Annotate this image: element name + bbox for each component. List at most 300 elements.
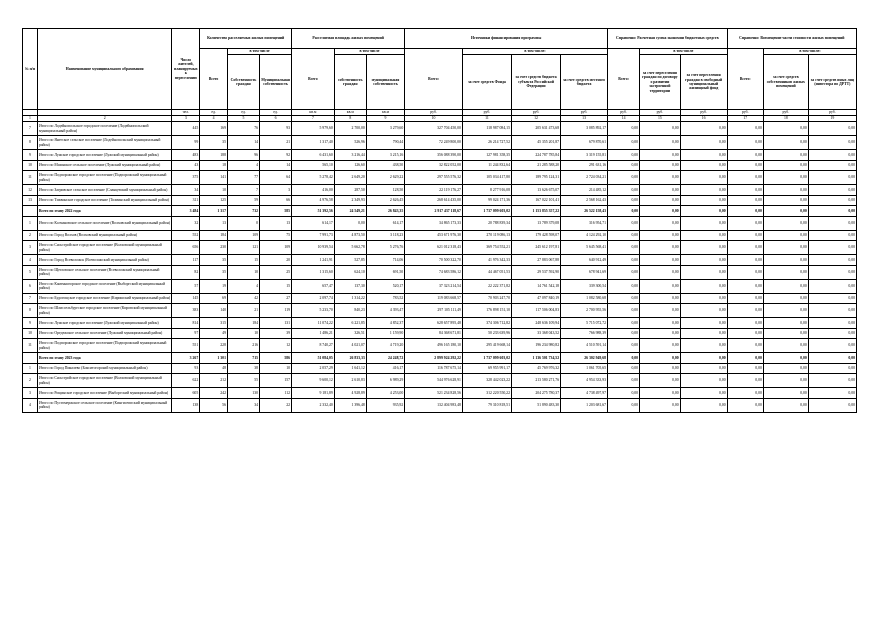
value-cell: 1 136 501 734,52: [511, 353, 560, 364]
row-number: 1: [23, 216, 38, 230]
value-cell: 605: [172, 388, 200, 399]
value-cell: 0,00: [608, 363, 640, 374]
value-cell: 656: [172, 241, 200, 255]
table-row: [23, 230, 857, 241]
table-row: [23, 185, 857, 196]
row-number: 8: [23, 136, 38, 150]
value-cell: 32: [172, 216, 200, 230]
value-cell: 12: [260, 339, 292, 353]
col-name-header: Наименование муниципального образования: [37, 29, 172, 110]
value-cell: 0,00: [608, 150, 640, 161]
row-number: 12: [23, 185, 38, 196]
value-cell: 11 074,22: [292, 318, 335, 329]
value-cell: 37 323 214,54: [405, 279, 463, 293]
value-cell: 4 873,50: [334, 230, 366, 241]
value-cell: 0,00: [640, 241, 681, 255]
value-cell: 2 097,74: [292, 293, 335, 304]
value-cell: 169: [200, 122, 228, 136]
municipality-name: Итого по Янегское сельское поселение (Лодейнопольский муниципальный район): [37, 136, 172, 150]
row-number: 2: [23, 230, 38, 241]
value-cell: 45 355 201,87: [511, 136, 560, 150]
municipality-name: Итого по Лужское городское поселение (Лужский муниципальный район): [37, 318, 172, 329]
value-cell: 97: [172, 328, 200, 339]
value-cell: 3 216,44: [334, 150, 366, 161]
value-cell: 0: [227, 216, 259, 230]
value-cell: 0,00: [763, 318, 808, 329]
value-cell: 10: [227, 265, 259, 279]
value-cell: 21: [227, 304, 259, 318]
value-cell: 0,00: [763, 241, 808, 255]
value-cell: 453 671 976,30: [405, 230, 463, 241]
value-cell: 34 865 173,33: [405, 216, 463, 230]
value-cell: 2 724 034,21: [561, 171, 608, 185]
unit-cell: руб.: [808, 110, 856, 116]
value-cell: 8 277 916,08: [462, 185, 511, 196]
value-cell: 0,00: [727, 160, 763, 171]
value-cell: 4 852,37: [366, 318, 404, 329]
value-cell: 0,00: [808, 398, 856, 412]
value-cell: 521 234 828,56: [405, 388, 463, 399]
value-cell: 0,00: [680, 216, 727, 230]
table-row: [23, 160, 857, 171]
value-cell: 0,00: [808, 304, 856, 318]
value-cell: 109: [260, 241, 292, 255]
value-cell: 0,00: [763, 255, 808, 266]
value-cell: 0,00: [640, 185, 681, 196]
area-total-header: Всего: [292, 49, 335, 110]
value-cell: 6 221,85: [334, 318, 366, 329]
value-cell: 0,00: [727, 374, 763, 388]
municipality-name: Итого по Лужское городское поселение (Лужский муниципальный район): [37, 150, 172, 161]
value-cell: 0,00: [640, 171, 681, 185]
stage-total-row: [23, 206, 857, 217]
value-cell: 0,00: [608, 255, 640, 266]
value-cell: 0,00: [763, 388, 808, 399]
row-number: 11: [23, 339, 38, 353]
municipality-name: Всего по этапу 2023 года: [37, 353, 172, 364]
value-cell: 69: [200, 293, 228, 304]
municipality-name: Итого по Оредежское сельское поселение (Лужский муниципальный район): [37, 328, 172, 339]
value-cell: 34: [227, 398, 259, 412]
value-cell: 2 629,22: [366, 171, 404, 185]
value-cell: 4 253,00: [366, 388, 404, 399]
value-cell: 0,00: [808, 353, 856, 364]
value-cell: 0,00: [640, 216, 681, 230]
unit-cell: руб.: [511, 110, 560, 116]
value-cell: 145: [172, 293, 200, 304]
value-cell: 0,00: [808, 216, 856, 230]
value-cell: 316 954,71: [561, 216, 608, 230]
value-cell: 1 396,48: [334, 398, 366, 412]
value-cell: 0,00: [608, 185, 640, 196]
municipality-name: Итого по Город Волхов (Волховский муниципальный район): [37, 230, 172, 241]
value-cell: 96: [227, 150, 259, 161]
value-cell: 0,00: [727, 339, 763, 353]
value-cell: 117 506 004,83: [511, 304, 560, 318]
table-row: [23, 265, 857, 279]
value-cell: 0,00: [680, 374, 727, 388]
value-cell: 0,00: [727, 230, 763, 241]
value-cell: 0,00: [680, 241, 727, 255]
ref1-free-header: за счет переселения граждан в свободный муниципальный жилищный фонд: [680, 55, 727, 110]
finance-subject-header: за счет средств бюджета субъекта Российской Федерации: [511, 55, 560, 110]
value-cell: 374 306 712,82: [462, 318, 511, 329]
value-cell: 4 021,07: [334, 339, 366, 353]
column-number-cell: 15: [640, 116, 681, 122]
value-cell: 35: [200, 136, 228, 150]
column-number-cell: 10: [405, 116, 463, 122]
value-cell: 10: [260, 363, 292, 374]
row-number: 9: [23, 318, 38, 329]
value-cell: 585: [260, 206, 292, 217]
value-cell: 315: [200, 318, 228, 329]
value-cell: 297 105 111,49: [405, 304, 463, 318]
value-cell: 70 500 322,70: [405, 255, 463, 266]
value-cell: 3 215,16: [366, 150, 404, 161]
count-municipal-header: Муниципальная собственность: [260, 55, 292, 110]
value-cell: 51 890 483,30: [511, 398, 560, 412]
value-cell: 27 883 067,88: [511, 255, 560, 266]
value-cell: 20 788 839,34: [462, 216, 511, 230]
value-cell: 93: [260, 122, 292, 136]
municipality-name: Итого по Каменногорское городское поселение (Выборгский муниципальный район): [37, 279, 172, 293]
value-cell: 1 737 099 603,02: [462, 353, 511, 364]
ref2-owners-header: за счет средств собственников жилых помещений: [763, 55, 808, 110]
value-cell: 0,00: [727, 216, 763, 230]
value-cell: 2 568 162,43: [561, 195, 608, 206]
ref1-total-header: Всего:: [608, 49, 640, 110]
value-cell: 140: [200, 304, 228, 318]
value-cell: 105 034 417,80: [462, 171, 511, 185]
value-cell: 0,00: [640, 388, 681, 399]
value-cell: 0,00: [680, 185, 727, 196]
value-cell: 26 214 727,52: [462, 136, 511, 150]
row-number: 7: [23, 122, 38, 136]
value-cell: 614,17: [292, 216, 335, 230]
table-row: [23, 216, 857, 230]
row-number: 3: [23, 388, 38, 399]
value-cell: 527,85: [334, 255, 366, 266]
value-cell: 311: [172, 195, 200, 206]
ref1-drt-header: за счет переселения граждан по договору о развитии застроенной территории: [640, 55, 681, 110]
value-cell: 10 939,54: [292, 241, 335, 255]
value-cell: 141: [200, 171, 228, 185]
value-cell: 715: [227, 353, 259, 364]
value-cell: 9 600,12: [292, 374, 335, 388]
value-cell: 93: [172, 363, 200, 374]
group-ref2-header: Справочно: Возмещение части стоимости жилых помещений: [727, 29, 856, 49]
table-row: [23, 255, 857, 266]
value-cell: 49: [200, 328, 228, 339]
value-cell: 0,00: [640, 318, 681, 329]
value-cell: 21: [260, 136, 292, 150]
value-cell: 2 349,93: [334, 195, 366, 206]
value-cell: 32 822 052,00: [405, 160, 463, 171]
value-cell: 0,00: [608, 195, 640, 206]
value-cell: 0,00: [763, 374, 808, 388]
value-cell: 0,00: [608, 216, 640, 230]
value-cell: 196 234 980,82: [511, 339, 560, 353]
value-cell: 0,00: [808, 265, 856, 279]
value-cell: 291 631,16: [561, 160, 608, 171]
value-cell: 26 522 158,43: [561, 206, 608, 217]
value-cell: 127 981 358,35: [462, 150, 511, 161]
municipality-name: Итого по Сясьстройское городское поселение (Волховский муниципальный район): [37, 241, 172, 255]
value-cell: 0,00: [608, 353, 640, 364]
row-number: 4: [23, 398, 38, 412]
value-cell: 14: [227, 136, 259, 150]
value-cell: 75: [260, 230, 292, 241]
value-cell: 544 976 628,91: [405, 374, 463, 388]
value-cell: 64: [260, 171, 292, 185]
value-cell: 2 626,45: [366, 195, 404, 206]
municipality-name: Итого по Город Всеволожск (Всеволожский муниципальный район): [37, 255, 172, 266]
value-cell: 2 649,20: [334, 171, 366, 185]
value-cell: 1 317: [200, 206, 228, 217]
value-cell: 0,00: [608, 293, 640, 304]
unit-cell: руб.: [640, 110, 681, 116]
value-cell: 213 580 271,76: [511, 374, 560, 388]
value-cell: 5 662,78: [334, 241, 366, 255]
value-cell: 0,00: [808, 230, 856, 241]
value-cell: 0,00: [640, 136, 681, 150]
unit-cell: чел.: [172, 110, 200, 116]
value-cell: 586: [260, 353, 292, 364]
value-cell: 0,00: [608, 339, 640, 353]
value-cell: 43: [172, 160, 200, 171]
column-number-cell: 12: [511, 116, 560, 122]
value-cell: 188: [200, 150, 228, 161]
value-cell: 0,00: [334, 216, 366, 230]
value-cell: 0,00: [763, 279, 808, 293]
value-cell: 47 097 840,19: [511, 293, 560, 304]
value-cell: 20: [260, 255, 292, 266]
value-cell: 496 165 180,10: [405, 339, 463, 353]
ref2-investors-header: за счет средств иных лиц (инвестора по ДРТТ): [808, 55, 856, 110]
unit-cell: кв.м: [334, 110, 366, 116]
value-cell: 0,00: [808, 293, 856, 304]
value-cell: 0,00: [808, 122, 856, 136]
group-ref1-header: Справочно: Расчетная сумма экономии бюджетных средств: [608, 29, 728, 49]
column-number-cell: 9: [366, 116, 404, 122]
row-number: 1: [23, 363, 38, 374]
value-cell: 0,00: [680, 265, 727, 279]
value-cell: 0,00: [727, 279, 763, 293]
municipality-name: Итого по Мшинское сельское поселение (Лужский муниципальный район): [37, 160, 172, 171]
value-cell: 119 083 668,57: [405, 293, 463, 304]
value-cell: 9 181,89: [292, 388, 335, 399]
group-count-header: Количество расселяемых жилых помещений: [200, 29, 292, 49]
ref1-inthat-header: в том числе: [640, 49, 728, 55]
value-cell: 445: [172, 122, 200, 136]
value-cell: 0,00: [608, 206, 640, 217]
municipality-name: Итого по Будогощское городское поселение (Киришский муниципальный район): [37, 293, 172, 304]
value-cell: 35: [200, 265, 228, 279]
value-cell: 0,00: [763, 230, 808, 241]
value-cell: 22: [260, 398, 292, 412]
value-cell: 0,00: [680, 171, 727, 185]
area-citizens-header: собственность граждан: [334, 55, 366, 110]
value-cell: 0,00: [808, 241, 856, 255]
value-cell: 33 368 043,52: [511, 328, 560, 339]
value-cell: 0,00: [763, 185, 808, 196]
value-cell: 783,52: [366, 293, 404, 304]
col-residents-header: Число жителей, планируемых к переселению: [172, 29, 200, 110]
unit-cell: руб.: [561, 110, 608, 116]
value-cell: 0,00: [763, 304, 808, 318]
municipality-name: Итого по Щегловское сельское поселение (Всеволожский муниципальный район): [37, 265, 172, 279]
value-cell: 0,00: [640, 122, 681, 136]
column-number-cell: 6: [260, 116, 292, 122]
value-cell: 79 310 818,51: [462, 398, 511, 412]
row-number: 13: [23, 195, 38, 206]
row-number: 9: [23, 150, 38, 161]
value-cell: 327 704 450,00: [405, 122, 463, 136]
unit-cell: руб.: [680, 110, 727, 116]
unit-cell: ед.: [200, 110, 228, 116]
column-number-cell: 3: [172, 116, 200, 122]
value-cell: 614,17: [366, 216, 404, 230]
value-cell: 565,10: [292, 160, 335, 171]
value-cell: 416,00: [292, 185, 335, 196]
column-number-cell: 13: [561, 116, 608, 122]
value-cell: 1 241,91: [292, 255, 335, 266]
value-cell: 0,00: [640, 353, 681, 364]
value-cell: 26 833,33: [334, 353, 366, 364]
value-cell: 119: [260, 304, 292, 318]
value-cell: 245 612 197,81: [511, 241, 560, 255]
value-cell: 0,00: [640, 398, 681, 412]
value-cell: 4 738 497,97: [561, 388, 608, 399]
value-cell: 13: [200, 216, 228, 230]
value-cell: 0,00: [727, 353, 763, 364]
value-cell: 228: [200, 339, 228, 353]
value-cell: 116 787 675,14: [405, 363, 463, 374]
value-cell: 0,00: [808, 206, 856, 217]
value-cell: 0,00: [680, 206, 727, 217]
value-cell: 622: [172, 374, 200, 388]
municipality-name: Итого по Сясьстройское городское поселение (Волховский муниципальный район): [37, 374, 172, 388]
value-cell: 3 118,23: [366, 230, 404, 241]
value-cell: 0,00: [608, 398, 640, 412]
value-cell: 112: [260, 388, 292, 399]
value-cell: 438,50: [366, 160, 404, 171]
value-cell: 51 392,56: [292, 206, 335, 217]
column-number-cell: 4: [200, 116, 228, 122]
value-cell: 2 700,00: [334, 122, 366, 136]
value-cell: 0,00: [640, 328, 681, 339]
value-cell: 230: [200, 241, 228, 255]
value-cell: 132 404 983,48: [405, 398, 463, 412]
value-cell: 24 549,21: [334, 206, 366, 217]
table-row: [23, 136, 857, 150]
value-cell: 0,00: [608, 230, 640, 241]
value-cell: 270 119 086,13: [462, 230, 511, 241]
value-cell: 0,00: [680, 363, 727, 374]
value-cell: 1 317,40: [292, 136, 335, 150]
value-cell: 51 084,05: [292, 353, 335, 364]
value-cell: 416,17: [366, 363, 404, 374]
value-cell: 0,00: [608, 318, 640, 329]
value-cell: 84 368 671,81: [405, 328, 463, 339]
table-row: [23, 279, 857, 293]
value-cell: 0,00: [680, 353, 727, 364]
value-cell: 5 276,76: [366, 241, 404, 255]
value-cell: 691,50: [366, 265, 404, 279]
value-cell: 4: [227, 160, 259, 171]
value-cell: 184: [200, 230, 228, 241]
value-cell: 0,00: [808, 136, 856, 150]
value-cell: 0,00: [727, 195, 763, 206]
municipality-name: Итого по Тихвинское городское поселение (Тихвинский муниципальный район): [37, 195, 172, 206]
column-number-cell: 16: [680, 116, 727, 122]
value-cell: 19: [200, 279, 228, 293]
value-cell: 1 314,22: [334, 293, 366, 304]
value-cell: 13: [260, 216, 292, 230]
value-cell: 2 610,83: [334, 374, 366, 388]
value-cell: 0,00: [763, 339, 808, 353]
value-cell: 0,00: [808, 279, 856, 293]
value-cell: 25: [260, 265, 292, 279]
value-cell: 628 657 895,48: [405, 318, 463, 329]
value-cell: 34: [172, 185, 200, 196]
column-number-cell: 18: [763, 116, 808, 122]
value-cell: 483: [172, 150, 200, 161]
value-cell: 0,00: [727, 328, 763, 339]
value-cell: 22 119 176,27: [405, 185, 463, 196]
value-cell: 0,00: [808, 255, 856, 266]
value-cell: 66: [260, 195, 292, 206]
column-number-cell: 5: [227, 116, 259, 122]
value-cell: 0,00: [808, 171, 856, 185]
value-cell: 11 244 832,64: [462, 160, 511, 171]
municipality-name: Итого по Загривское сельское поселение (Сланцевский муниципальный район): [37, 185, 172, 196]
value-cell: 814: [172, 318, 200, 329]
value-cell: 732: [227, 206, 259, 217]
unit-cell: руб.: [763, 110, 808, 116]
row-number: [23, 353, 38, 364]
value-cell: 0,00: [680, 150, 727, 161]
value-cell: 624,10: [334, 265, 366, 279]
finance-fund-header: за счет средств Фонда: [462, 55, 511, 110]
value-cell: 5 645 568,41: [561, 241, 608, 255]
value-cell: 0,00: [640, 279, 681, 293]
value-cell: 2 899 924 292,22: [405, 353, 463, 364]
value-cell: 4 928,89: [334, 388, 366, 399]
value-cell: 125: [200, 195, 228, 206]
value-cell: 121: [227, 241, 259, 255]
value-cell: 0,00: [640, 304, 681, 318]
value-cell: 0,00: [680, 328, 727, 339]
value-cell: 0,00: [680, 293, 727, 304]
municipality-name: Итого по Город Пикалево (Бокситогорский муниципальный район): [37, 363, 172, 374]
value-cell: 678 941,69: [561, 265, 608, 279]
value-cell: 1 203 681,67: [561, 398, 608, 412]
value-cell: 0,00: [680, 398, 727, 412]
row-number: 3: [23, 241, 38, 255]
unit-cell: руб.: [727, 110, 763, 116]
value-cell: 679 870,61: [561, 136, 608, 150]
value-cell: 10: [200, 185, 228, 196]
municipality-name: Итого по Пустомержское сельское поселение (Кингисеппский муниципальный район): [37, 398, 172, 412]
value-cell: 0,00: [608, 160, 640, 171]
value-cell: 0,00: [763, 328, 808, 339]
value-cell: 3 279,60: [366, 122, 404, 136]
value-cell: 1 153 855 357,22: [511, 206, 560, 217]
value-cell: 0,00: [808, 363, 856, 374]
value-cell: 0,00: [727, 122, 763, 136]
ref2-inthat-header: в том числе:: [763, 49, 856, 55]
